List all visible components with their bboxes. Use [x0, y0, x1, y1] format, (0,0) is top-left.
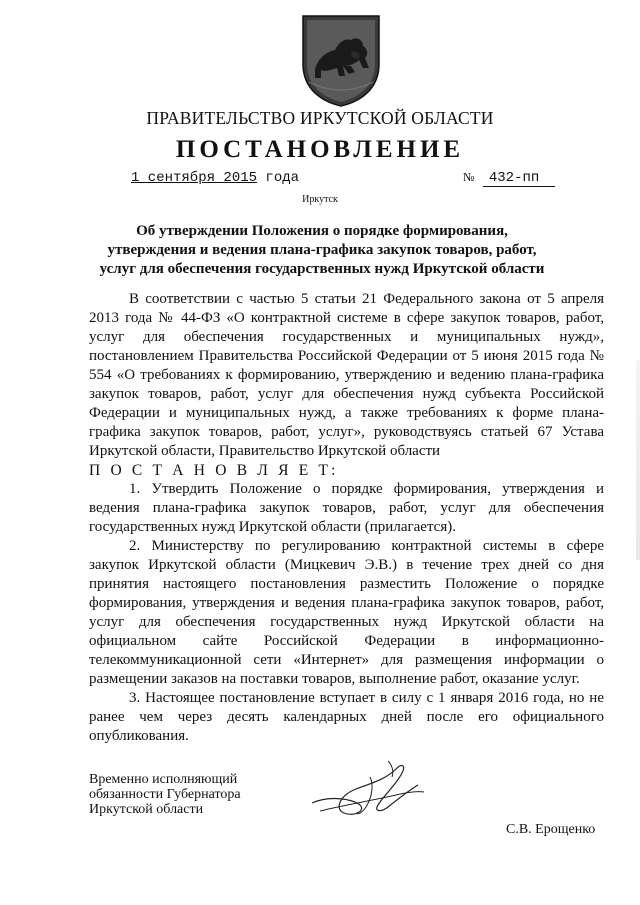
- scan-edge: [636, 360, 640, 560]
- irkutsk-coat-of-arms-icon: [299, 12, 383, 108]
- number-value: 432-пп: [483, 171, 555, 187]
- government-title: ПРАВИТЕЛЬСТВО ИРКУТСКОЙ ОБЛАСТИ: [146, 108, 494, 128]
- signatory-position-line: Временно исполняющий: [89, 772, 238, 787]
- document-type-title: ПОСТАНОВЛЕНИЕ: [175, 136, 465, 163]
- signatory-name: С.В. Ерощенко: [506, 822, 596, 837]
- number-sign: №: [463, 170, 475, 184]
- signatory-position: [89, 772, 289, 817]
- decree-item: 3. Настоящее постановление вступает в силу с 1 января 2016 года, но не ранее чем через десять календарных дней после его официального опубликования.: [89, 690, 604, 744]
- date-value: 1 сентября 2015: [131, 170, 258, 186]
- decree-word: П О С Т А Н О В Л Я Е Т:: [89, 462, 339, 479]
- document-number: [463, 170, 603, 190]
- signatory-position-line: обязанности Губернатора: [89, 787, 241, 802]
- signatory-position-line: Иркутской области: [89, 802, 204, 817]
- document-body: [89, 290, 604, 746]
- document-subject: Об утверждении Положения о порядке формирования, утверждения и ведения плана-графика закупок товаров, работ, услуг для обеспечения государственных нужд Иркутской области: [99, 223, 545, 277]
- date-suffix: года: [257, 170, 300, 186]
- preamble-paragraph: В соответствии с частью 5 статьи 21 Федерального закона от 5 апреля 2013 года № 44-ФЗ «О контрактной системе в сфере закупок товаров, работ, услуг для обеспечения государственных и муниципальных нужд», постановлением Правительства Российской Федерации от 5 июня 2015 года № 554 «О требованиях к формированию, утверждению и ведению плана-графика закупок товаров, работ, услуг для обеспечения нужд субъекта Российской Федерации и муниципальных нужд, а также требованиях к форме плана-графика закупок товаров, работ, услуг», руководствуясь статьей 67 Устава Иркутской области, Правительство Иркутской области: [89, 291, 604, 459]
- handwritten-signature: [300, 755, 435, 825]
- city-label: Иркутск: [302, 194, 338, 205]
- decree-item: 2. Министерству по регулированию контрактной системы в сфере закупок Иркутской области (Мицкевич Э.В.) в течение трех дней со дня принятия настоящего постановления разместить Положение о порядке формирования, утверждения и ведения плана-графика закупок товаров, работ, услуг для обеспечения государственных нужд Иркутской области на официальном сайте Российской Федерации в информационно-телекоммуникационной сети «Интернет» для размещения информации о размещении заказов на поставки товаров, выполнение работ, оказание услуг.: [89, 538, 604, 687]
- decree-item: 1. Утвердить Положение о порядке формирования, утверждения и ведения плана-графика закупок товаров, работ, услуг для обеспечения государственных нужд Иркутской области (прилагается).: [89, 481, 604, 535]
- document-date: [131, 170, 301, 190]
